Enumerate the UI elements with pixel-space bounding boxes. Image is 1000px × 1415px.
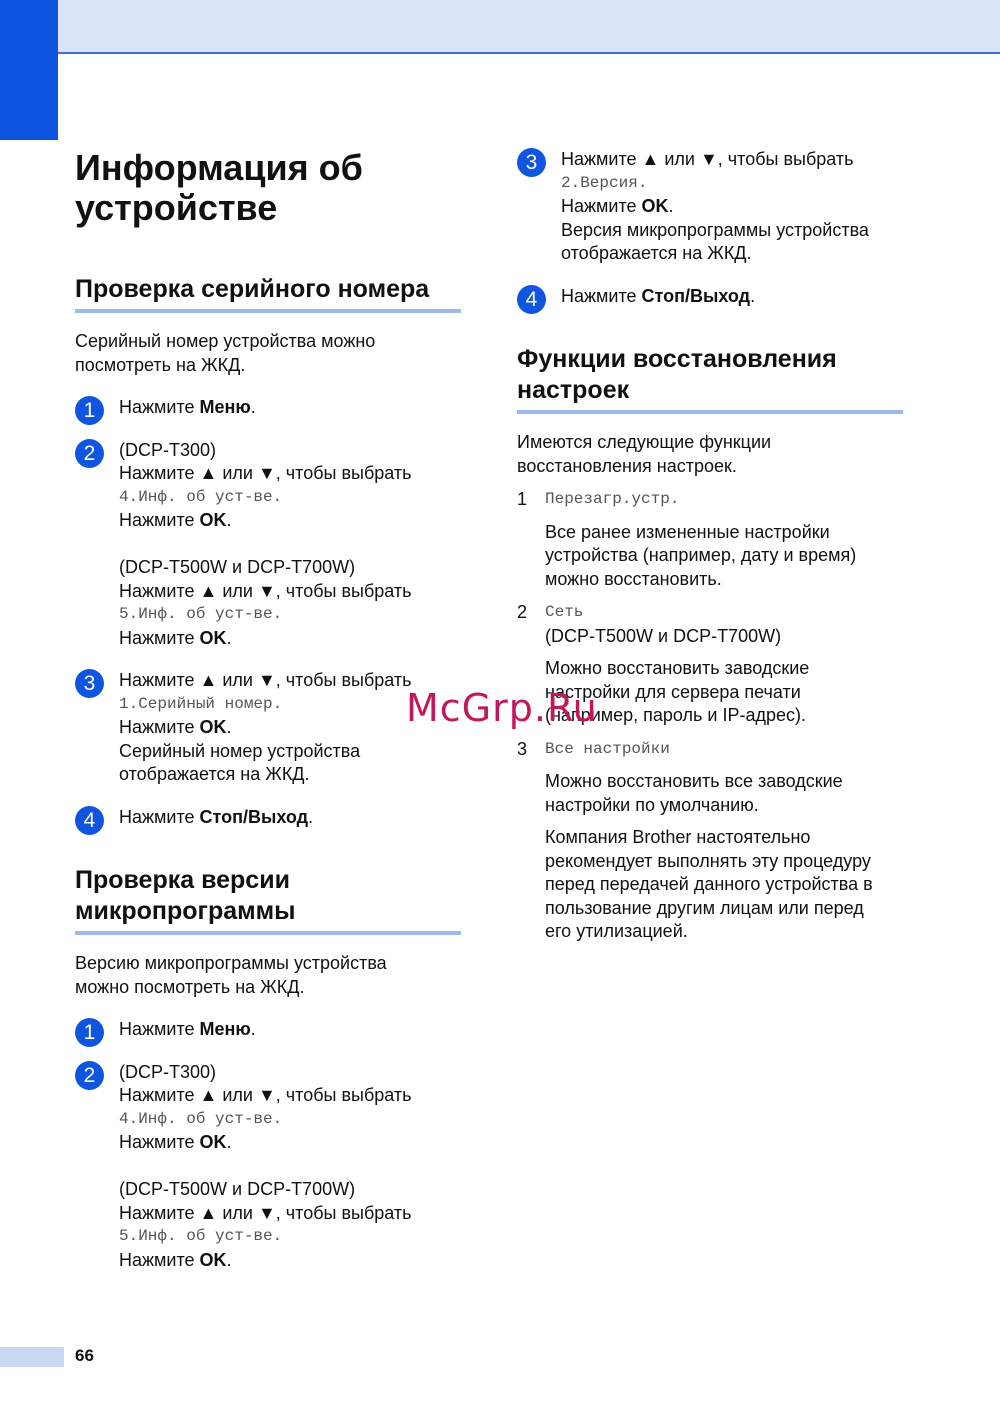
step-number-badge: 3 bbox=[75, 669, 104, 698]
model-label: (DCP-T300) bbox=[119, 439, 217, 460]
step-text: . bbox=[750, 285, 756, 306]
step-text: . bbox=[668, 196, 674, 216]
step-text: Нажмите bbox=[119, 717, 200, 737]
lcd-menu-text: Все настройки bbox=[545, 739, 670, 758]
step-text: Нажмите ▲ или ▼, чтобы выбрать bbox=[119, 670, 412, 690]
watermark: McGrp.Ru bbox=[406, 686, 598, 730]
ok-key: OK bbox=[199, 1249, 227, 1270]
ok-key: OK bbox=[199, 717, 227, 737]
header-band bbox=[0, 0, 1000, 54]
stop-exit-key: Стоп/Выход bbox=[641, 285, 751, 306]
step-text: Нажмите bbox=[561, 196, 642, 216]
reset-item-3: 3 Все настройки Можно восстановить все заводские настройки по умолчанию. Компания Brother настоятельно рекомендует выполнять эту процедуру перед передачей данного устройства в пользование другим лицам или перед его утилизацией. bbox=[517, 738, 907, 944]
lcd-menu-text: Сеть bbox=[545, 603, 584, 621]
step-text: Нажмите bbox=[119, 1019, 200, 1039]
lcd-menu-text: 2.Версия. bbox=[561, 173, 648, 192]
step-text: . bbox=[250, 397, 256, 417]
step-text: . bbox=[250, 1019, 256, 1039]
step-text: Нажмите bbox=[119, 397, 200, 417]
step-number-badge: 3 bbox=[517, 148, 546, 177]
lcd-menu-text: 4.Инф. об уст-ве. bbox=[119, 487, 283, 506]
step-number-badge: 1 bbox=[75, 396, 104, 425]
step-text: Нажмите ▲ или ▼, чтобы выбрать bbox=[119, 1202, 412, 1223]
step-text: . bbox=[226, 1249, 232, 1270]
firmware-intro: Версию микропрограммы устройства можно посмотреть на ЖКД. bbox=[75, 953, 387, 997]
step-text: Нажмите ▲ или ▼, чтобы выбрать bbox=[561, 149, 854, 169]
step-text: . bbox=[226, 627, 232, 648]
item-number: 3 bbox=[517, 738, 528, 759]
step-number-badge: 2 bbox=[75, 1061, 104, 1090]
page-title: Информация об устройстве bbox=[75, 147, 363, 228]
model-label: (DCP-T500W и DCP-T700W) bbox=[545, 625, 782, 646]
page-number: 66 bbox=[75, 1346, 94, 1365]
step-text: Нажмите ▲ или ▼, чтобы выбрать bbox=[119, 463, 412, 483]
menu-key: Меню bbox=[199, 1019, 251, 1039]
step-text: . bbox=[226, 510, 232, 530]
ok-key: OK bbox=[641, 196, 669, 216]
step-number-badge: 4 bbox=[517, 285, 546, 314]
firmware-step-3: 3 Нажмите ▲ или ▼, чтобы выбрать 2.Версия. Нажмите OK. Версия микропрограммы устройства отображается на ЖКД. bbox=[517, 148, 907, 266]
step-number-badge: 4 bbox=[75, 806, 104, 835]
lcd-menu-text: 5.Инф. об уст-ве. bbox=[119, 1227, 283, 1245]
ok-key: OK bbox=[199, 510, 227, 530]
item-number: 2 bbox=[517, 602, 528, 622]
step-text: . bbox=[226, 1132, 232, 1152]
footer-band bbox=[0, 1347, 64, 1367]
reset-intro: Имеются следующие функции восстановления настроек. bbox=[517, 432, 772, 476]
step-text: Нажмите bbox=[119, 510, 200, 530]
step-text: Нажмите bbox=[561, 285, 642, 306]
step-text: Нажмите ▲ или ▼, чтобы выбрать bbox=[119, 580, 412, 601]
step-number-badge: 1 bbox=[75, 1018, 104, 1047]
lcd-menu-text: 1.Серийный номер. bbox=[119, 694, 283, 713]
lcd-menu-text: Перезагр.устр. bbox=[545, 490, 680, 508]
step-text: Нажмите bbox=[119, 627, 200, 648]
model-label: (DCP-T300) bbox=[119, 1061, 217, 1082]
step-text: Нажмите ▲ или ▼, чтобы выбрать bbox=[119, 1085, 412, 1105]
firmware-step-1 bbox=[75, 1018, 465, 1042]
reset-item-2: 2 Сеть (DCP-T500W и DCP-T700W) Можно восстановить заводские настройки для сервера печати (например, пароль и IP-адрес). bbox=[517, 601, 907, 728]
model-label: (DCP-T500W и DCP-T700W) bbox=[119, 557, 356, 577]
model-label: (DCP-T500W и DCP-T700W) bbox=[119, 1179, 356, 1199]
firmware-step-4 bbox=[517, 285, 907, 309]
step-text: . bbox=[226, 717, 232, 737]
step-number-badge: 2 bbox=[75, 439, 104, 468]
ok-key: OK bbox=[199, 627, 227, 648]
serial-step-4 bbox=[75, 806, 465, 830]
serial-intro: Серийный номер устройства можно посмотреть на ЖКД. bbox=[75, 331, 376, 375]
step-text: Нажмите bbox=[119, 1249, 200, 1270]
firmware-heading: Проверка версии микропрограммы bbox=[75, 865, 461, 935]
right-column bbox=[517, 148, 907, 944]
step-text: Нажмите bbox=[119, 1132, 200, 1152]
step-text: . bbox=[308, 806, 314, 827]
chapter-tab bbox=[0, 0, 58, 140]
menu-key: Меню bbox=[199, 397, 251, 417]
serial-heading: Проверка серийного номера bbox=[75, 274, 461, 313]
firmware-step-2 bbox=[75, 1061, 465, 1273]
lcd-menu-text: 5.Инф. об уст-ве. bbox=[119, 605, 283, 623]
step-text: Нажмите bbox=[119, 806, 200, 827]
reset-heading: Функции восстановления настроек bbox=[517, 344, 903, 414]
serial-step-3: 3 Нажмите ▲ или ▼, чтобы выбрать 1.Серийный номер. Нажмите OK. Серийный номер устройства отображается на ЖКД. bbox=[75, 669, 465, 787]
serial-step-2 bbox=[75, 439, 465, 651]
lcd-menu-text: 4.Инф. об уст-ве. bbox=[119, 1109, 283, 1128]
ok-key: OK bbox=[199, 1132, 227, 1152]
stop-exit-key: Стоп/Выход bbox=[199, 806, 309, 827]
reset-item-1: 1 Перезагр.устр. Все ранее измененные настройки устройства (например, дату и время) можно восстановить. bbox=[517, 488, 907, 591]
serial-step-1 bbox=[75, 396, 465, 420]
item-number: 1 bbox=[517, 489, 528, 509]
